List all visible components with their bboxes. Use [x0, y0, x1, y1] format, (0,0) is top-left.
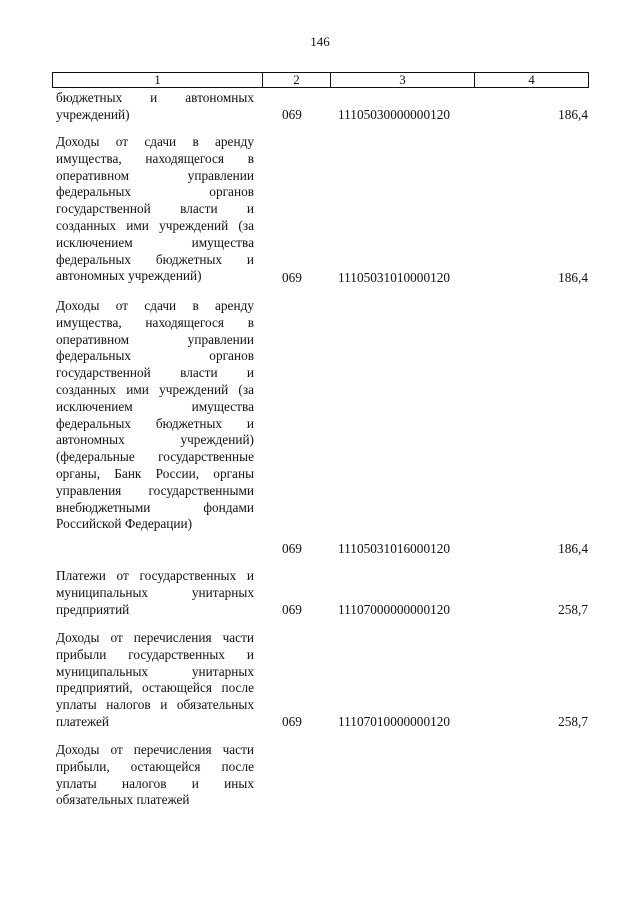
row-admin-code: 069 [282, 107, 302, 122]
table-header [52, 72, 589, 88]
table-row [0, 742, 640, 814]
table-row [0, 630, 640, 734]
header-col-1: 1 [53, 73, 263, 88]
row-amount: 258,7 [558, 714, 588, 729]
row-description: бюджетных и автономных учреждений) [56, 90, 254, 122]
header-col-3: 3 [331, 73, 475, 88]
row-admin-code: 069 [282, 270, 302, 285]
header-col-2: 2 [263, 73, 331, 88]
header-col-4: 4 [475, 73, 589, 88]
table-row [0, 298, 640, 560]
row-description: Доходы от перечисления части прибыли, остающейся после уплаты налогов и иных обязательных платежей [56, 742, 254, 808]
row-amount: 186,4 [558, 270, 588, 285]
row-amount: 258,7 [558, 602, 588, 617]
table-row [0, 134, 640, 294]
row-amount: 186,4 [558, 541, 588, 556]
row-kbk-code: 11107000000000120 [338, 602, 451, 617]
row-admin-code: 069 [282, 714, 302, 729]
row-description: Доходы от перечисления части прибыли государственных и муниципальных унитарных предприятий, остающейся после уплаты налогов и обязательных платежей [56, 630, 254, 729]
row-kbk-code: 11105031016000120 [338, 541, 451, 556]
row-description: Доходы от сдачи в аренду имущества, находящегося в оперативном управлении федеральных органов государственной власти и созданных ими учреждений (за исключением имущества федеральных бюджетных и автономных учреждений) [56, 134, 254, 284]
row-admin-code: 069 [282, 602, 302, 617]
row-admin-code: 069 [282, 541, 302, 556]
table-body [0, 90, 640, 808]
row-kbk-code: 11107010000000120 [338, 714, 451, 729]
page-number: 146 [310, 34, 330, 49]
row-kbk-code: 11105031010000120 [338, 270, 451, 285]
row-description: Доходы от сдачи в аренду имущества, находящегося в оперативном управлении федеральных органов государственной власти и созданных ими учреждений (за исключением имущества федеральных бюджетных и автономных учреждений) (федеральные государственные органы, Банк России, органы управления государственными внебюджетными фондами Российской Федерации) [56, 298, 254, 532]
row-description: Платежи от государственных и муниципальных унитарных предприятий [56, 568, 254, 617]
table-row [0, 90, 640, 134]
table-row [0, 568, 640, 624]
row-kbk-code: 11105030000000120 [338, 107, 451, 122]
row-amount: 186,4 [558, 107, 588, 122]
